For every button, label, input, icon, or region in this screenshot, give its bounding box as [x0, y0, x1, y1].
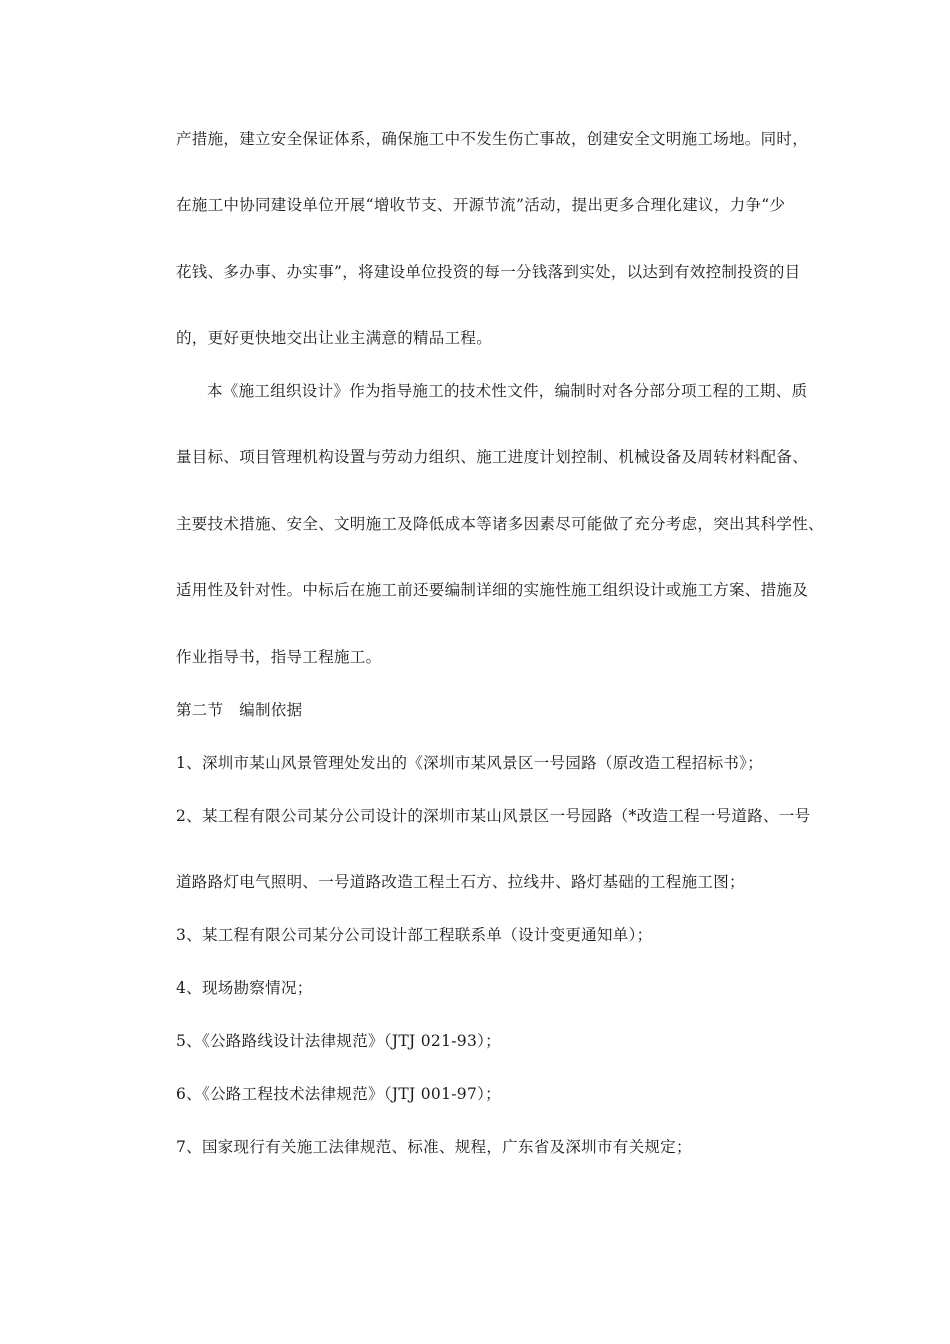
basis-item-3: 3、某工程有限公司某分公司设计部工程联系单（设计变更通知单）；	[176, 926, 653, 944]
paragraph-2-line-5: 作业指导书，指导工程施工。	[176, 648, 382, 666]
paragraph-1-line-3: 花钱、多办事、办实事”，将建设单位投资的每一分钱落到实处，以达到有效控制投资的目	[176, 263, 801, 281]
basis-item-6: 6、《公路工程技术法律规范》（JTJ 001-97）；	[176, 1085, 501, 1103]
paragraph-2-line-1: 本《施工组织设计》作为指导施工的技术性文件，编制时对各分部分项工程的工期、质	[207, 382, 808, 400]
basis-item-7: 7、国家现行有关施工法律规范、标准、规程，广东省及深圳市有关规定；	[176, 1138, 692, 1156]
paragraph-2-line-3: 主要技术措施、安全、文明施工及降低成本等诸多因素尽可能做了充分考虑，突出其科学性、	[176, 515, 824, 533]
basis-item-1: 1、深圳市某山风景管理处发出的《深圳市某风景区一号园路（原改造工程招标书》；	[176, 754, 764, 772]
basis-item-2: 2、某工程有限公司某分公司设计的深圳市某山风景区一号园路（*改造工程一号道路、一号	[176, 807, 811, 825]
section-heading: 第二节 编制依据	[176, 701, 303, 719]
paragraph-1-line-1: 产措施，建立安全保证体系，确保施工中不发生伤亡事故，创建安全文明施工场地。同时，	[176, 130, 809, 148]
basis-item-5: 5、《公路路线设计法律规范》（JTJ 021-93）；	[176, 1032, 501, 1050]
paragraph-1-line-2: 在施工中协同建设单位开展“增收节支、开源节流”活动，提出更多合理化建议，力争“少	[176, 196, 786, 214]
basis-item-4: 4、现场勘察情况；	[176, 979, 313, 997]
paragraph-2-line-4: 适用性及针对性。中标后在施工前还要编制详细的实施性施工组织设计或施工方案、措施及	[176, 581, 809, 599]
paragraph-1-line-4: 的，更好更快地交出让业主满意的精品工程。	[176, 329, 493, 347]
paragraph-2-line-2: 量目标、项目管理机构设置与劳动力组织、施工进度计划控制、机械设备及周转材料配备、	[176, 448, 809, 466]
basis-item-2-continued: 道路路灯电气照明、一号道路改造工程土石方、拉线井、路灯基础的工程施工图；	[176, 873, 745, 891]
